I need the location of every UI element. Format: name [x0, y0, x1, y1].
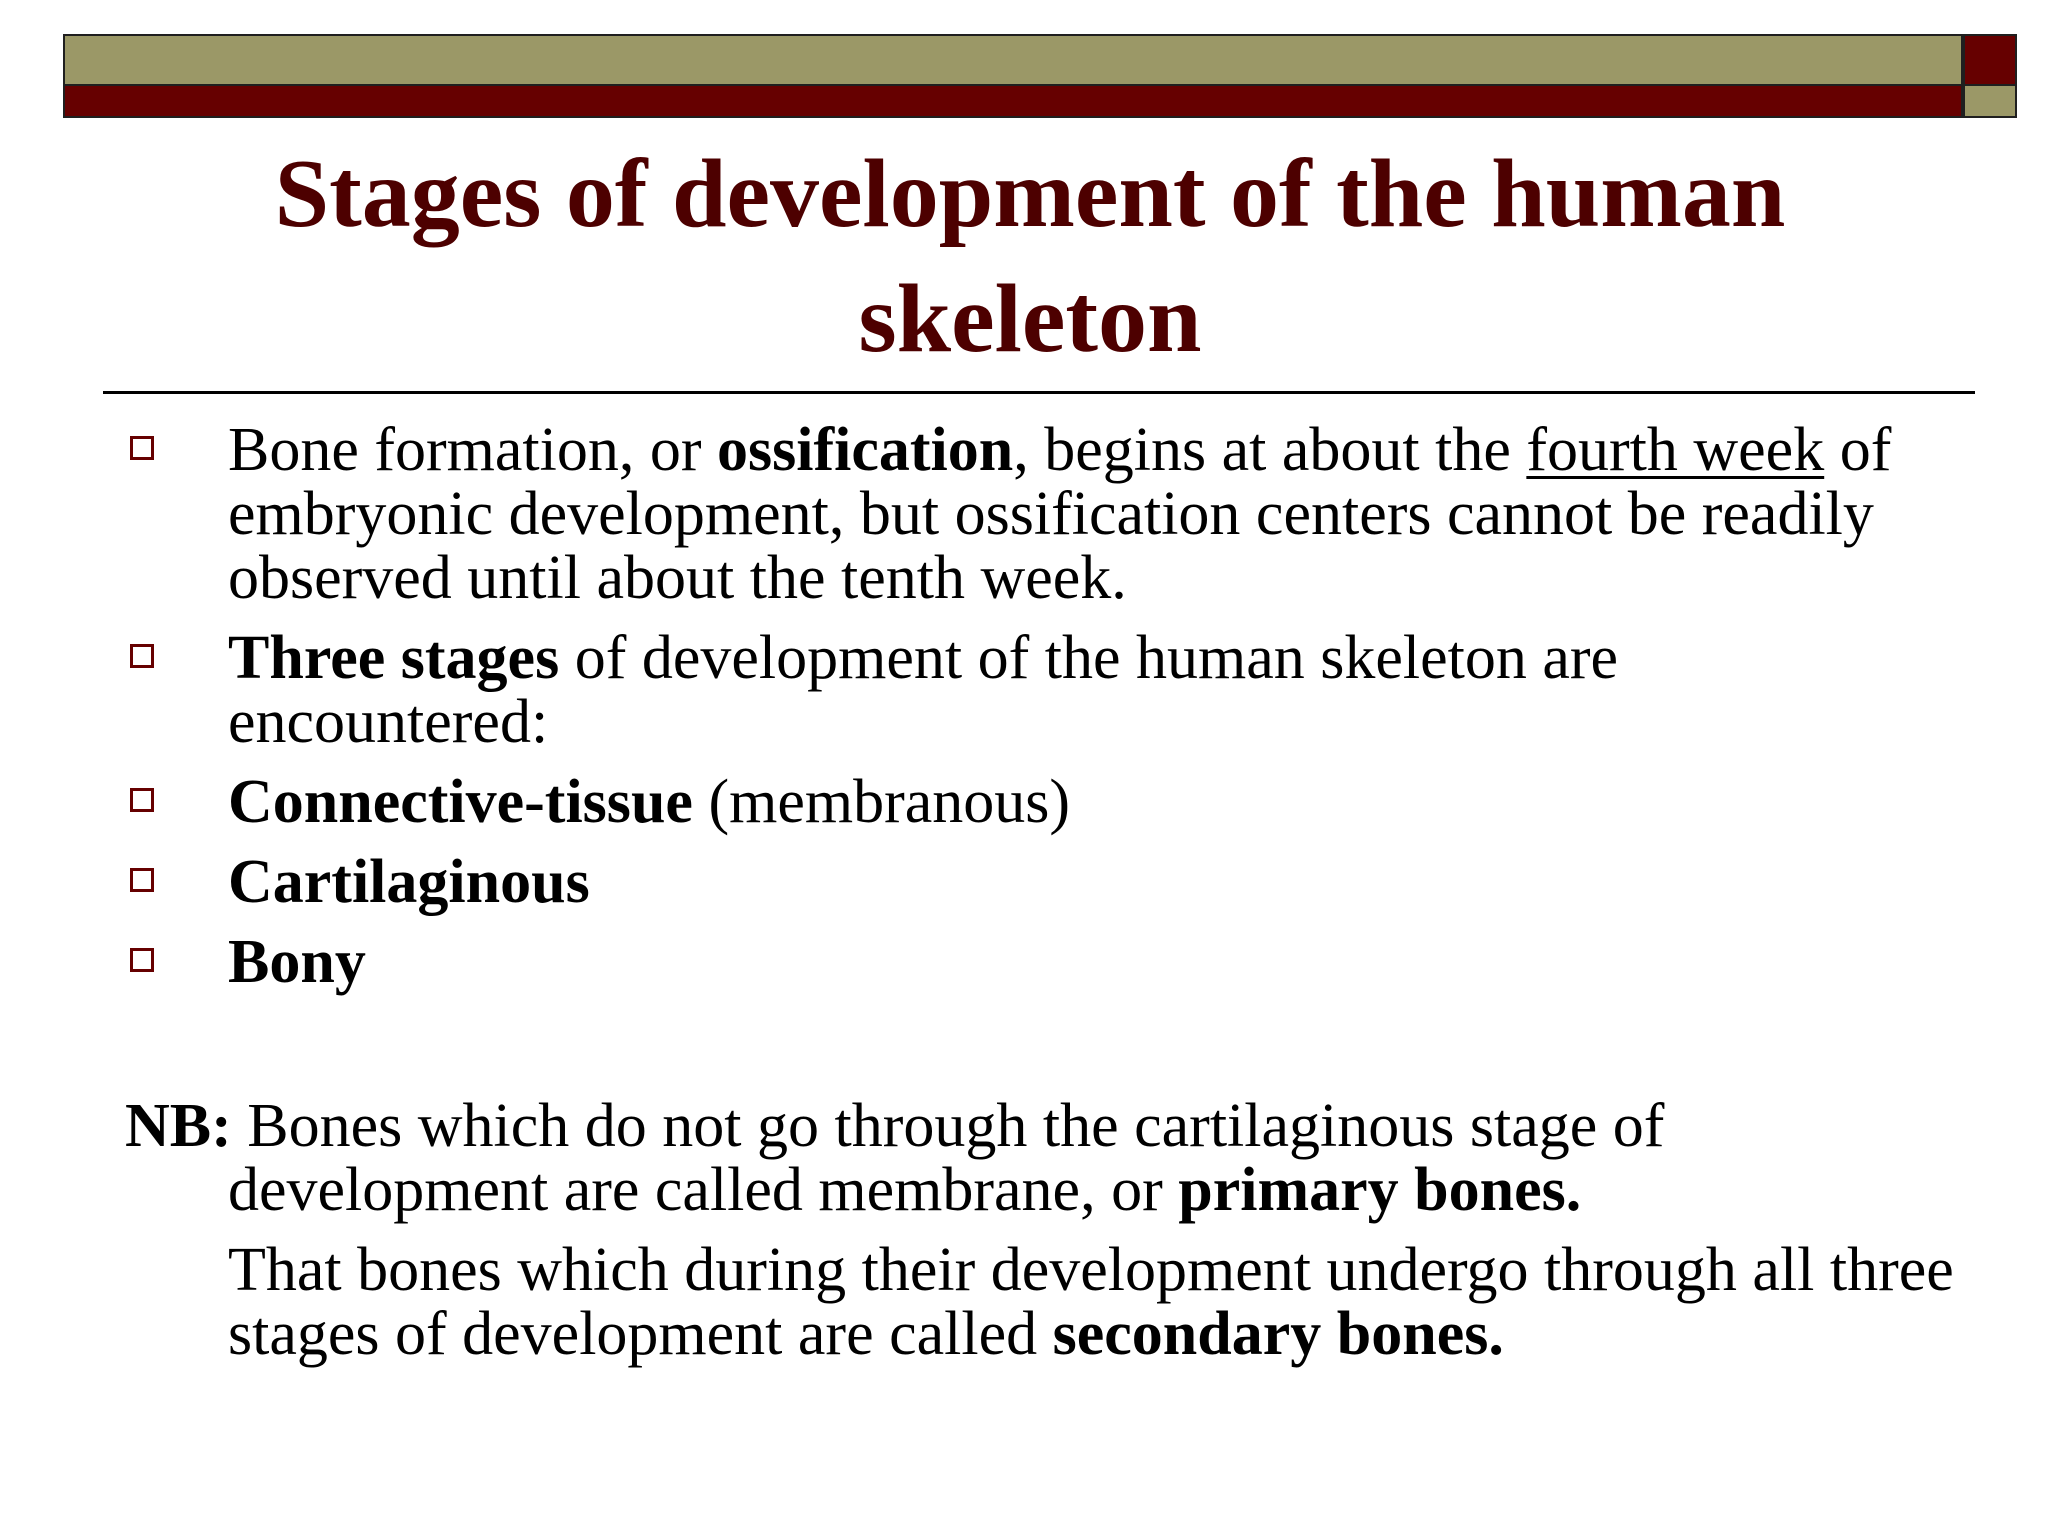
hollow-square-bullet-icon — [130, 436, 154, 460]
underlined-fourth-week: fourth week — [1526, 416, 1825, 484]
hollow-square-bullet-icon — [130, 948, 154, 972]
term-ossification: ossification — [717, 416, 1014, 484]
bullet-item-three-stages: Three stages of development of the human skeleton are encountered: — [125, 626, 1945, 754]
bullet-item-ossification: Bone formation, or ossification, begins at about the fourth week of embryonic development, but ossification centers cannot be readily observed until about the tenth week. — [125, 418, 1945, 610]
bullet-list — [125, 418, 1945, 994]
term-bony: Bony — [228, 928, 366, 996]
bullet-item-bony — [125, 930, 1945, 994]
header-band-maroon — [63, 86, 1963, 118]
header-corner-block-bottom — [1963, 86, 2017, 118]
nb-label: NB: — [125, 1092, 232, 1160]
hollow-square-bullet-icon — [130, 788, 154, 812]
term-three-stages: Three stages — [228, 624, 560, 692]
term-cartilaginous: Cartilaginous — [228, 848, 590, 916]
hollow-square-bullet-icon — [130, 868, 154, 892]
nb-note — [125, 1094, 1965, 1366]
term-primary-bones: primary bones. — [1178, 1156, 1582, 1224]
bullet-item-connective-tissue: Connective-tissue (membranous) — [125, 770, 1945, 834]
hollow-square-bullet-icon — [130, 644, 154, 668]
header-band-olive — [63, 34, 1963, 86]
term-connective-tissue: Connective-tissue — [228, 768, 693, 836]
nb-paragraph-secondary: That bones which during their development undergo through all three stages of development are called secondary bones. — [228, 1236, 1954, 1368]
nb-paragraph-primary: NB: Bones which do not go through the cartilaginous stage of development are called membrane, or primary bones. — [125, 1092, 1665, 1224]
bullet-item-cartilaginous — [125, 850, 1945, 914]
header-corner-block-top — [1963, 34, 2017, 86]
slide-title: Stages of development of the human skeleton — [274, 140, 1786, 373]
title-divider — [103, 391, 1975, 394]
term-secondary-bones: secondary bones. — [1052, 1300, 1504, 1368]
